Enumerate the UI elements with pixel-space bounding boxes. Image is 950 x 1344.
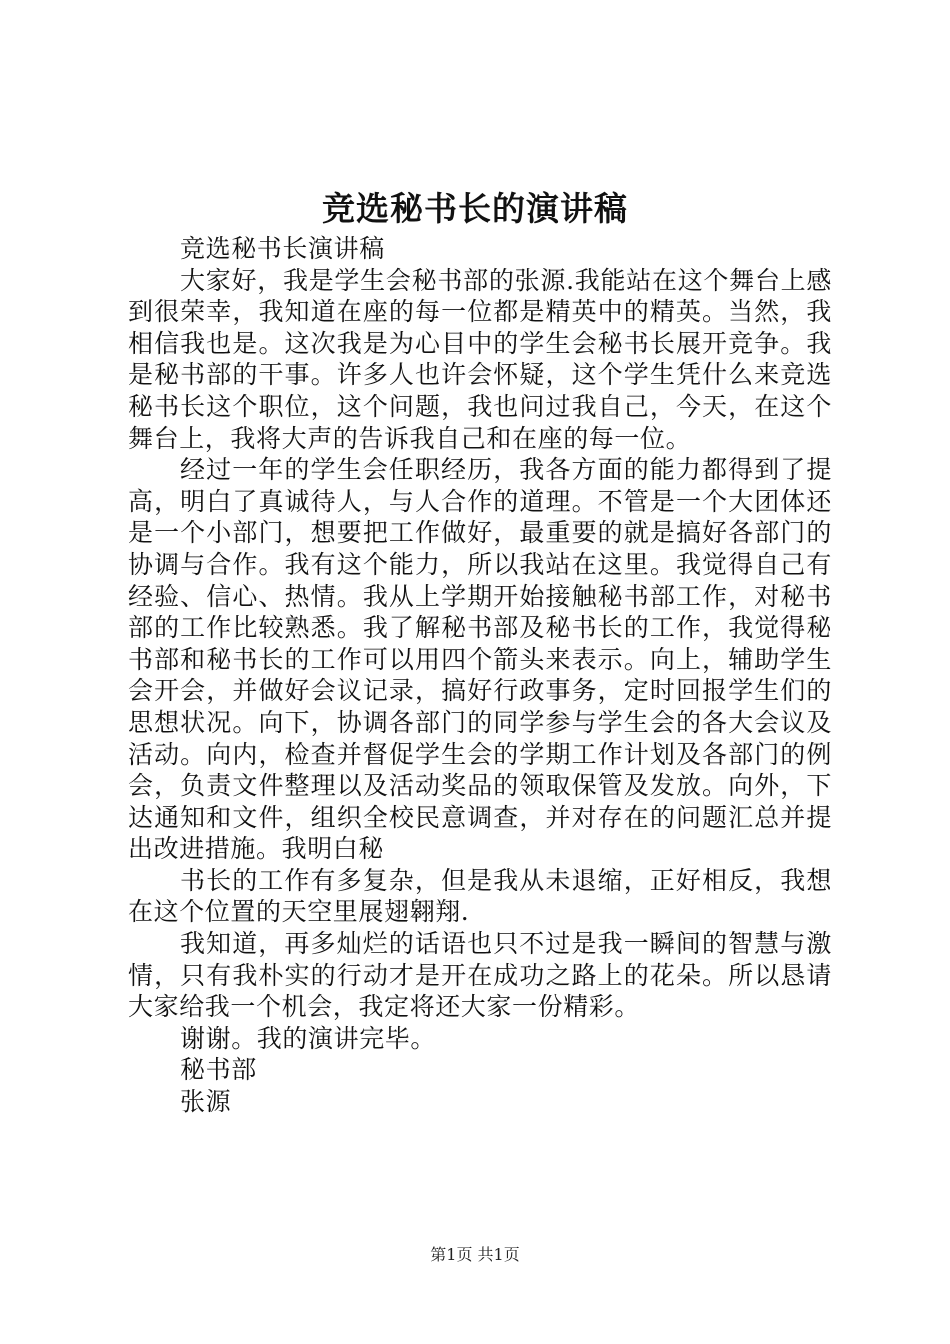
page-number: 第1页 共1页 [430, 1245, 520, 1264]
signature-name: 张源 [180, 1087, 232, 1117]
paragraph-resolve: 书长的工作有多复杂，但是我从未退缩，正好相反，我想在这个位置的天空里展翅翱翔. [128, 865, 832, 927]
paragraph-experience: 经过一年的学生会任职经历，我各方面的能力都得到了提高，明白了真诚待人，与人合作的道理。不管是一个大团体还是一个小部门，想要把工作做好，最重要的就是搞好各部门的协调与合作。我有这个能力，所以我站在这里。我觉得自己有经验、信心、热情。我从上学期开始接触秘书部工作，对秘书部的工作比较熟悉。我了解秘书部及秘书长的工作，我觉得秘书部和秘书长的工作可以用四个箭头来表示。向上，辅助学生会开会，并做好会议记录，搞好行政事务，定时回报学生们的思想状况。向下，协调各部门的同学参与学生会的各大会议及活动。向内，检查并督促学生会的学期工作计划及各部门的例会，负责文件整理以及活动奖品的领取保管及发放。向外，下达通知和文件，组织全校民意调查，并对存在的问题汇总并提出改进措施。我明白秘 [128, 455, 832, 864]
paragraph-thanks: 谢谢。我的演讲完毕。 [180, 1023, 437, 1053]
document-body [128, 233, 832, 1118]
paragraph-intro: 大家好，我是学生会秘书部的张源.我能站在这个舞台上感到很荣幸，我知道在座的每一位都是精英中的精英。当然，我相信我也是。这次我是为心目中的学生会秘书长展开竞争。我是秘书部的干事。许多人也许会怀疑，这个学生凭什么来竞选秘书长这个职位，这个问题，我也问过我自己，今天，在这个舞台上，我将大声的告诉我自己和在座的每一位。 [128, 265, 832, 453]
paragraph-appeal: 我知道，再多灿烂的话语也只不过是我一瞬间的智慧与激情，只有我朴实的行动才是开在成功之路上的花朵。所以恳请大家给我一个机会，我定将还大家一份精彩。 [128, 929, 832, 1022]
paragraph-subtitle: 竞选秘书长演讲稿 [180, 234, 385, 263]
signature-department: 秘书部 [180, 1055, 257, 1085]
document-title: 竞选秘书长的演讲稿 [322, 189, 628, 228]
